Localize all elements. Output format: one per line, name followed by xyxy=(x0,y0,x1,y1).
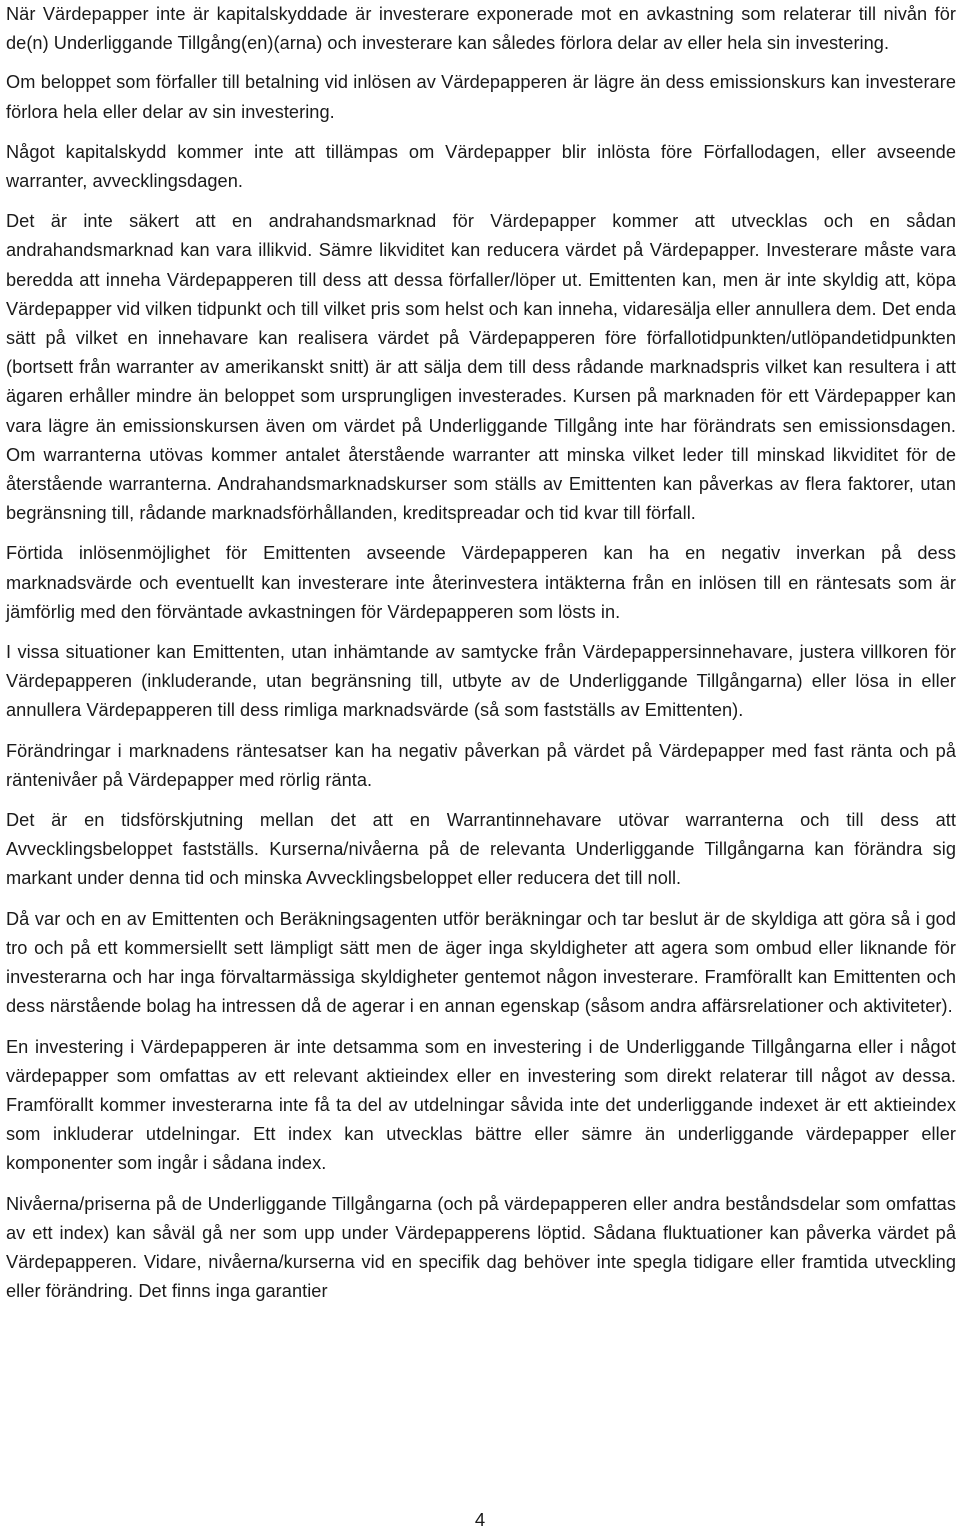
paragraph-calculation-agent: Då var och en av Emittenten och Beräkningsagenten utför beräkningar och tar beslut är de skyldiga att göra så i god tro och på ett kommersiellt sett lämpligt sätt men de äger inga skyldigheter att agera som ombud eller liknande för investerarna och har inga förvaltarmässiga skyldigheter gentemot någon investerare. Framförallt kan Emittenten och dess närstående bolag ha intressen då de agerar i en annan egenskap (såsom andra affärsrelationer och aktiviteter). xyxy=(6,908,956,1017)
paragraph-interest-rates: Förändringar i marknadens räntesatser kan ha negativ påverkan på värdet på Värdepapper med fast ränta och på räntenivåer på Värdepapper med rörlig ränta. xyxy=(6,740,956,790)
paragraph-time-lag: Det är en tidsförskjutning mellan det att en Warrantinnehavare utövar warranterna och till dess att Avvecklingsbeloppet fastställs. Kurserna/nivåerna på de relevanta Underliggande Tillgångarna kan förändra sig markant under denna tid och minska Avvecklingsbeloppet eller reducera det till noll. xyxy=(6,810,956,889)
paragraph-redemption-amount: Om beloppet som förfaller till betalning vid inlösen av Värdepapperen är lägre än dess emissionskurs kan investerare förlora hela eller delar av sin investering. xyxy=(6,72,956,122)
paragraph-price-fluctuations: Nivåerna/priserna på de Underliggande Tillgångarna (och på värdepapperen eller andra beståndsdelar som omfattas av ett index) kan såväl gå ner som upp under Värdepapperens löptid. Sådana fluktuationer kan påverka värdet på Värdepapperen. Vidare, nivåerna/kurserna vid en specifik dag behöver inte spegla tidigare eller framtida utveckling eller förändring. Det finns inga garantier xyxy=(6,1193,956,1302)
document-page xyxy=(6,0,956,1306)
paragraph-early-redemption: Något kapitalskydd kommer inte att tillämpas om Värdepapper blir inlösta före Förfallodagen, eller avseende warranter, avvecklingsdagen. xyxy=(6,141,956,192)
page-number: 4 xyxy=(474,1509,486,1530)
paragraph-investment-difference: En investering i Värdepapperen är inte detsamma som en investering i de Underliggande Tillgångarna eller i något värdepapper som omfattas av ett relevant aktieindex eller en investering som direkt relaterar till något av dessa. Framförallt kommer investerarna inte få ta del av utdelningar såvida inte det underliggande indexet är ett aktieindex som inkluderar utdelningar. Ett index kan utvecklas bättre eller sämre än underliggande värdepapper eller komponenter som ingår i sådana index. xyxy=(6,1036,956,1174)
paragraph-capital-protection: När Värdepapper inte är kapitalskyddade är investerare exponerade mot en avkastning som relaterar till nivån för de(n) Underliggande Tillgång(en)(arna) och investerare kan således förlora delar av eller hela sin investering. xyxy=(6,4,956,54)
paragraph-secondary-market: Det är inte säkert att en andrahandsmarknad för Värdepapper kommer att utvecklas och en sådan andrahandsmarknad kan vara illikvid. Sämre likviditet kan reducera värdet på Värdepapper. Investerare måste vara beredda att inneha Värdepapperen till dess att dessa förfaller/löper ut. Emittenten kan, men är inte skyldig att, köpa Värdepapper vid vilken tidpunkt och till vilket pris som helst och kan inneha, vidaresälja eller annullera dem. Det enda sätt på vilket en innehavare kan realisera värdet på Värdepapperen före förfallotidpunkten/utlöpandetidpunkten (bortsett från warranter av amerikanskt snitt) är att sälja dem till dess rådande marknadspris vilket kan resultera i att ägaren erhåller mindre än beloppet som ursprungligen investerades. Kursen på marknaden för ett Värdepapper kan vara lägre än emissionskursen även om värdet på Underliggande Tillgång inte har förändrats sen emissionsdagen. Om warranterna utövas kommer antalet återstående warranter att minska vilket leder till minskad likviditet för de återstående warranterna. Andrahandsmarknadskurser som ställs av Emittenten kan påverkas av flera faktorer, utan begränsning till, rådande marknadsförhållanden, kreditspreadar och tid kvar till förfall. xyxy=(6,211,956,524)
paragraph-terms-adjustment: I vissa situationer kan Emittenten, utan inhämtande av samtycke från Värdepappersinnehavare, justera villkoren för Värdepapperen (inkluderande, utan begränsning till, utbyte av de Underliggande Tillgångarna) eller lösa in eller annullera Värdepapperen till dess rimliga marknadsvärde (så som fastställs av Emittenten). xyxy=(6,642,956,721)
paragraph-early-redemption-option: Förtida inlösenmöjlighet för Emittenten avseende Värdepapperen kan ha en negativ inverkan på dess marknadsvärde och eventuellt kan investerare inte återinvestera intäkterna från en inlösen till en räntesats som är jämförlig med den förväntade avkastningen för Värdepapperen som lösts in. xyxy=(6,543,956,622)
